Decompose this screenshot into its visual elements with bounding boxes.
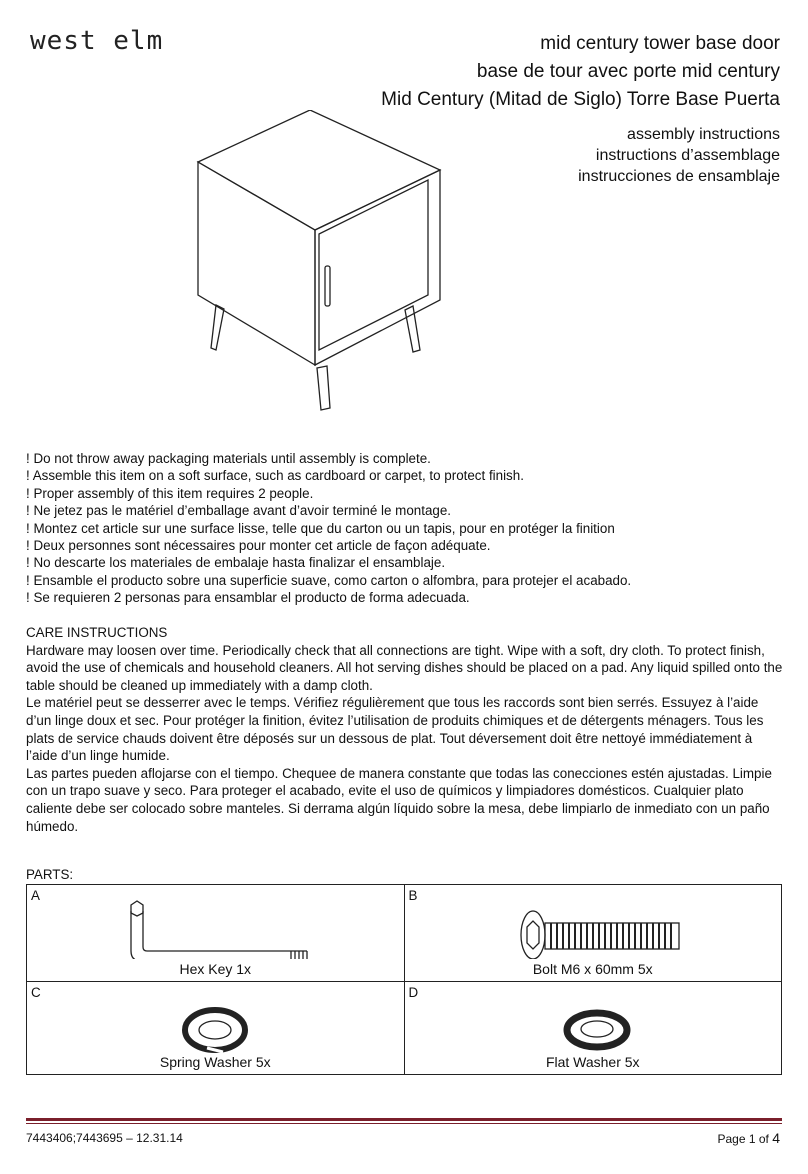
part-letter: B [408,888,418,903]
page-number [717,1130,780,1146]
warning-line: ! Do not throw away packaging materials until assembly is complete. [26,451,431,466]
spring-washer-icon [27,996,405,1056]
part-caption: Bolt M6 x 60mm 5x [532,961,653,977]
subtitle-block [578,124,780,187]
care-english: Hardware may loosen over time. Periodically check that all connections are tight. Wipe with a soft, dry cloth. To protect finish, avoid the use of chemicals and household cleaners. All hot serving dishes should be placed on a pad. Any liquid spilled onto the table should be cleaned up immediately with a damp cloth. [26,642,783,693]
care-instructions [26,624,786,835]
part-caption: Hex Key 1x [179,961,252,977]
subtitle-english: assembly instructions [627,126,780,143]
warning-line: ! Ne jetez pas le matériel d’emballage avant d’avoir terminé le montage. [26,503,452,519]
part-letter: A [31,888,40,903]
warning-line: ! Se requieren 2 personas para ensamblar el producto de forma adecuada. [26,590,470,606]
hex-key-icon [27,899,405,959]
page-prefix: Page 1 of [717,1132,773,1146]
warning-line: ! Proper assembly of this item requires 2 people. [26,485,314,501]
title-spanish: Mid Century (Mitad de Siglo) Torre Base Puerta [381,89,780,110]
bolt-icon [405,899,783,959]
parts-table [26,884,782,1075]
part-caption: Flat Washer 5x [545,1054,640,1070]
cabinet-illustration [190,110,450,420]
footer-rule-thick [26,1118,782,1121]
warnings-list [26,450,786,607]
part-letter: D [408,985,419,1000]
title-english: mid century tower base door [540,33,780,54]
flat-washer-icon [405,996,783,1056]
warning-line: ! Ensamble el producto sobre una superficie suave, como carton o alfombra, para protejer el acabado. [26,572,632,588]
product-codes: 7443406;7443695 – 12.31.14 [26,1131,183,1145]
care-heading: CARE INSTRUCTIONS [26,625,168,640]
footer-rule-thin [26,1123,782,1124]
brand-logo: west elm [30,26,164,56]
part-letter: C [31,985,41,1000]
subtitle-french: instructions d’assemblage [595,147,780,164]
part-cell-c [27,982,405,1075]
part-cell-d [404,982,782,1075]
part-cell-b [404,885,782,982]
part-cell-a [27,885,405,982]
warning-line: ! No descarte los materiales de embalaje hasta finalizar el ensamblaje. [26,555,446,571]
page-total: 4 [772,1130,780,1146]
title-french: base de tour avec porte mid century [476,61,780,82]
care-spanish: Las partes pueden aflojarse con el tiempo. Chequee de manera constante que todas las conecciones estén ajustadas. Limpie con un trapo suave y seco. Para proteger el acabado, evite el uso de químicos y limpiadores domésticos. Cualquier plato caliente debe ser colocado sobre manteles. Si derrama algún líquido sobre la mesa, debe limpiarlo de inmediato con un paño húmedo. [26,765,772,834]
warning-line: ! Deux personnes sont nécessaires pour monter cet article de façon adéquate. [26,538,491,554]
parts-label: PARTS: [26,867,74,882]
warning-line: ! Montez cet article sur une surface lisse, telle que du carton ou un tapis, pour en protéger la finition [26,520,615,536]
subtitle-spanish: instrucciones de ensamblaje [578,168,780,185]
part-caption: Spring Washer 5x [159,1054,271,1070]
care-french: Le matériel peut se desserrer avec le temps. Vérifiez régulièrement que tous les raccords sont bien serrés. Essuyez à l’aide d’un linge doux et sec. Pour protéger la finition, évitez l’utilisation de produits chimiques et de détergents ménagers. Tous les plats de service chauds doivent être déposés sur un dessous de plat. Tout déversement doit être nettoyé immédiatement à l’aide d’un linge humide. [26,695,764,764]
title-block [381,30,780,114]
warning-line: ! Assemble this item on a soft surface, such as cardboard or carpet, to protect finish. [26,468,524,484]
